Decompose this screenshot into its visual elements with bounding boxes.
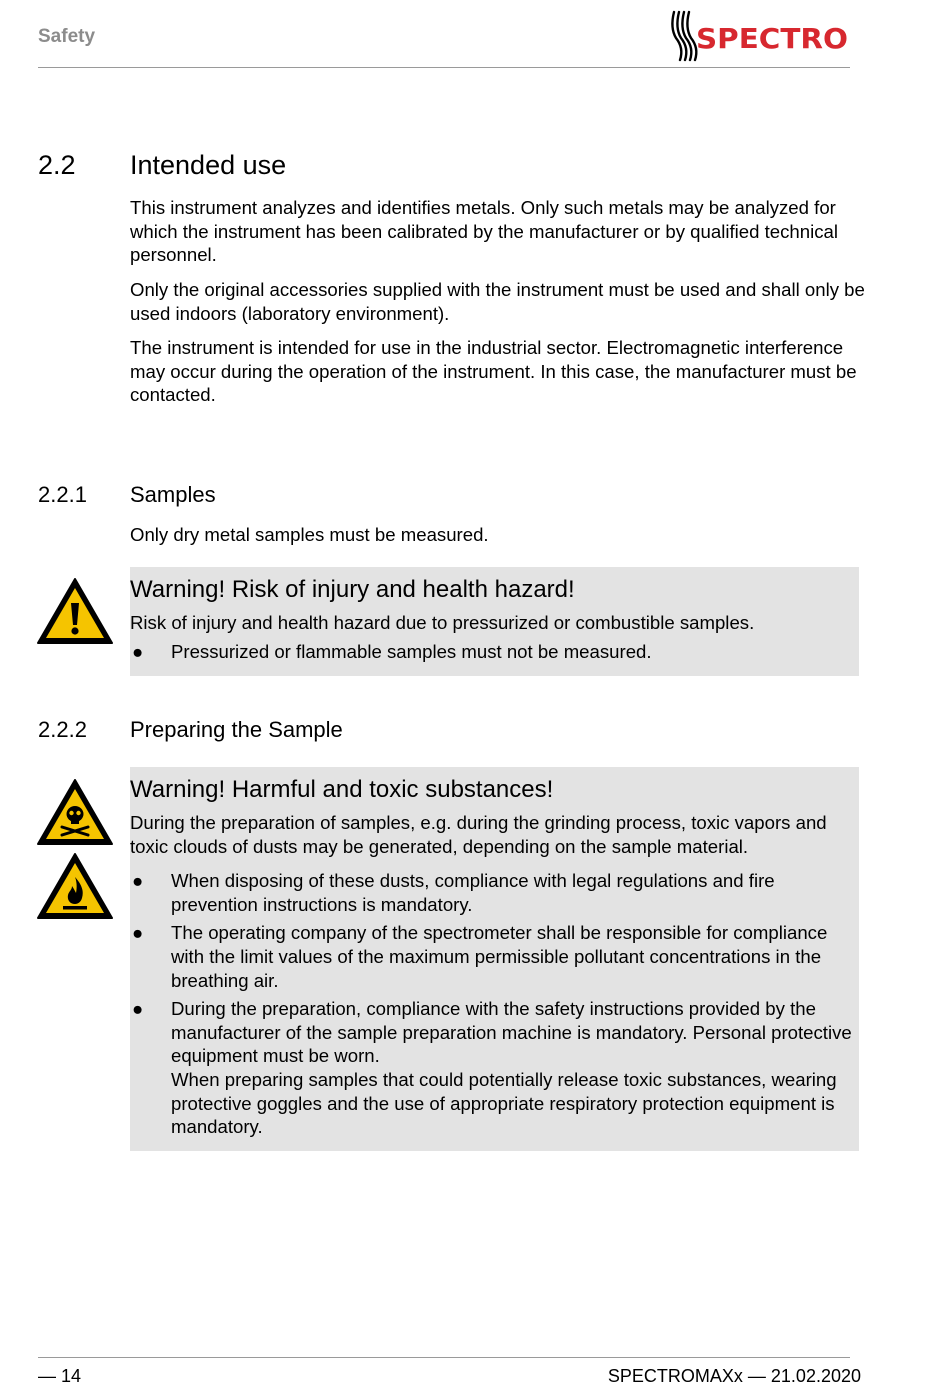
intended-use-paragraph-2: Only the original accessories supplied with the instrument must be used and shall only be used indoors (laboratory environment). [130,279,865,324]
footer-rule [38,1357,850,1358]
logo-wordmark: SPECTRO [696,22,848,55]
section-title: Samples [130,482,216,507]
list-item: ● During the preparation, compliance with the safety instructions provided by the manufacturer of the sample preparation machine is mandatory. Personal protective equipment must be worn. When preparing samples that could potentially release toxic substances, wearing protective goggles and the use of appropriate respiratory protection equipment is mandatory. [130,997,859,1139]
flammable-hazard-icon [36,851,114,921]
list-item-continuation: When preparing samples that could potentially release toxic substances, wearing protective goggles and the use of appropriate respiratory protection equipment is mandatory. [171,1068,837,1138]
general-warning-icon [36,576,114,646]
warning-title: Warning! Harmful and toxic substances! [130,776,554,803]
page-number: — 14 [38,1366,82,1386]
running-header-section: Safety [38,26,96,47]
header-rule [38,67,850,68]
spectro-logo [668,10,852,64]
list-item: ● Pressurized or flammable samples must not be measured. [132,640,652,662]
list-item: ● When disposing of these dusts, compliance with legal regulations and fire prevention instructions is mandatory. [132,870,775,915]
intended-use-paragraph-3: The instrument is intended for use in the industrial sector. Electromagnetic interference may occur during the operation of the instrument. In this case, the manufacturer must be contacted. [130,337,857,406]
warning-title: Warning! Risk of injury and health hazard! [130,576,575,603]
section-number: 2.2.2 [38,717,87,742]
warning-text: Risk of injury and health hazard due to pressurized or combustible samples. [130,612,755,633]
samples-paragraph: Only dry metal samples must be measured. [130,524,489,545]
intended-use-paragraph-1: This instrument analyzes and identifies metals. Only such metals may be analyzed for which the instrument has been calibrated by the manufacturer or by qualified technical personnel. [130,197,838,266]
section-number: 2.2 [38,150,76,180]
warning-bullet-list [130,869,859,1139]
section-title: Intended use [130,150,287,180]
warning-text: During the preparation of samples, e.g. during the grinding process, toxic vapors and toxic clouds of dusts may be generated, depending on the sample material. [130,812,827,857]
warning-bullet-list [130,640,859,664]
warning-box-toxic [130,767,859,1151]
list-item: ● The operating company of the spectrometer shall be responsible for compliance with the limit values of the maximum permissible pollutant concentrations in the breathing air. [132,922,828,991]
warning-box-injury [130,567,859,676]
section-number: 2.2.1 [38,482,87,507]
section-title: Preparing the Sample [130,717,343,742]
document-id: SPECTROMAXx — 21.02.2020 [607,1366,861,1386]
toxic-hazard-icon [36,777,114,847]
